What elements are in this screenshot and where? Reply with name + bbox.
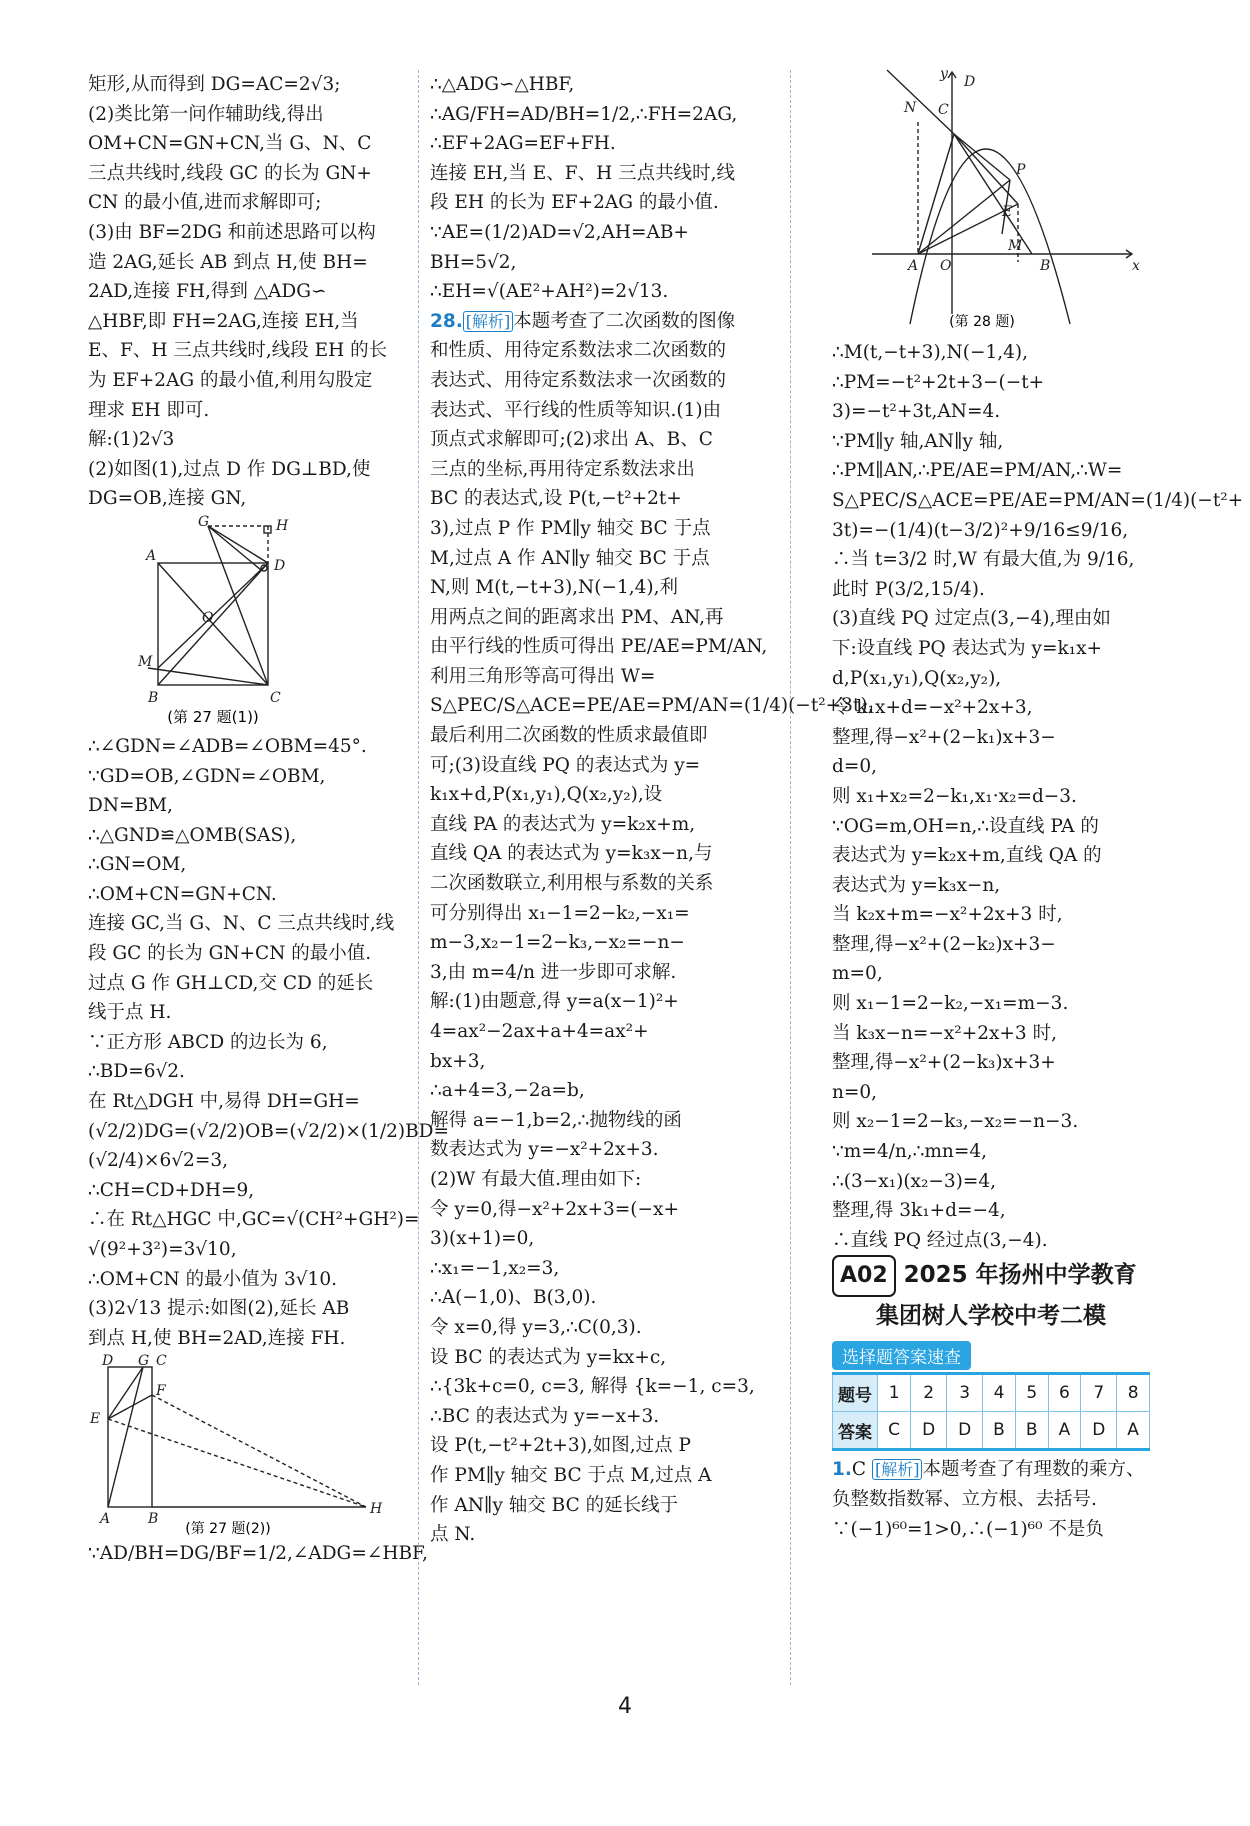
- fig27-2-caption: (第 27 题(2)): [185, 1521, 271, 1538]
- answer-table-row-numbers: [833, 1374, 1150, 1412]
- text-line: DG=OB,连接 GN,: [88, 488, 247, 510]
- text-line: k₁x+d,P(x₁,y₁),Q(x₂,y₂),设: [430, 784, 663, 806]
- text-line: ∵正方形 ABCD 的边长为 6,: [88, 1031, 328, 1053]
- column-divider-1: [418, 70, 419, 1685]
- text-line: 整理,得−x²+(2−k₃)x+3+: [832, 1052, 1056, 1074]
- text-line: 3,由 m=4/n 进一步即可求解.: [430, 961, 677, 983]
- text-line: ∴在 Rt△HGC 中,GC=√(CH²+GH²)=: [88, 1209, 420, 1231]
- text-line: 则 x₁−1=2−k₂,−x₁=m−3.: [832, 993, 1069, 1015]
- text-line: 令 y=0,得−x²+2x+3=(−x+: [430, 1198, 679, 1220]
- text-line: ∵PM∥y 轴,AN∥y 轴,: [832, 430, 1004, 452]
- text-line: (√2/4)×6√2=3,: [88, 1150, 228, 1172]
- section-code-badge: A02: [832, 1255, 896, 1297]
- question-number-cell: 8: [1117, 1374, 1150, 1412]
- text-line: 段 EH 的长为 EF+2AG 的最小值.: [430, 192, 719, 214]
- col1-block-b: [88, 732, 450, 1353]
- svg-text:C: C: [156, 1353, 167, 1370]
- col1-block-c: [88, 1539, 428, 1569]
- column-divider-2: [790, 70, 791, 1685]
- answer-table-header-number: 题号: [833, 1374, 878, 1412]
- text-line: 理求 EH 即可.: [88, 399, 210, 421]
- text-line: ∴直线 PQ 经过点(3,−4).: [832, 1229, 1048, 1251]
- svg-text:D: D: [274, 557, 286, 574]
- question-1-header: [832, 1455, 1152, 1485]
- svg-text:O: O: [202, 609, 214, 626]
- text-line: 4=ax²−2ax+a+4=ax²+: [430, 1021, 649, 1042]
- question-28-first-line: 本题考查了二次函数的图像: [513, 310, 736, 332]
- text-line: 当 k₂x+m=−x²+2x+3 时,: [832, 904, 1063, 926]
- text-line: ∵(−1)⁶⁰=1>0,∴(−1)⁶⁰ 不是负: [832, 1518, 1104, 1540]
- text-line: (2)W 有最大值.理由如下:: [430, 1168, 642, 1190]
- text-line: BH=5√2,: [430, 251, 517, 273]
- question-28-header: [430, 307, 780, 337]
- text-line: 用两点之间的距离求出 PM、AN,再: [430, 606, 724, 628]
- text-line: ∴BC 的表达式为 y=−x+3.: [430, 1405, 660, 1427]
- text-line: √(9²+3²)=3√10,: [88, 1239, 237, 1260]
- col3-block-a: [832, 338, 1244, 1255]
- text-line: ∴△ADG∽△HBF,: [430, 74, 575, 95]
- answer-cell: A: [1048, 1412, 1081, 1450]
- text-line: d,P(x₁,y₁),Q(x₂,y₂),: [832, 667, 1002, 689]
- text-line: 当 k₃x−n=−x²+2x+3 时,: [832, 1022, 1057, 1044]
- figure-28: [832, 64, 1152, 334]
- question-number-cell: 2: [911, 1374, 947, 1412]
- section-title-2: 集团树人学校中考二模: [876, 1303, 1106, 1330]
- text-line: 3t)=−(1/4)(t−3/2)²+9/16≤9/16,: [832, 519, 1129, 541]
- text-line: ∴CH=CD+DH=9,: [88, 1179, 255, 1201]
- text-line: 直线 PA 的表达式为 y=k₂x+m,: [430, 813, 696, 835]
- text-line: 解:(1)由题意,得 y=a(x−1)²+: [430, 991, 679, 1013]
- text-line: (2)如图(1),过点 D 作 DG⊥BD,使: [88, 458, 371, 480]
- answer-cell: D: [1081, 1412, 1117, 1450]
- text-line: 表达式、平行线的性质等知识.(1)由: [430, 399, 722, 421]
- text-line: 最后利用二次函数的性质求最值即: [430, 725, 708, 747]
- svg-text:A: A: [100, 1511, 111, 1528]
- fig27-1-caption: (第 27 题(1)): [167, 707, 259, 726]
- text-line: 3)=−t²+3t,AN=4.: [832, 401, 1001, 423]
- answer-table-row-answers: [833, 1412, 1150, 1450]
- svg-text:G: G: [198, 513, 210, 530]
- col3-block-b: [832, 1485, 1152, 1544]
- text-line: 可;(3)设直线 PQ 的表达式为 y=: [430, 754, 701, 776]
- text-line: ∴当 t=3/2 时,W 有最大值,为 9/16,: [832, 549, 1135, 571]
- text-line: 下:设直线 PQ 表达式为 y=k₁x+: [832, 637, 1103, 659]
- text-line: 则 x₂−1=2−k₃,−x₂=−n−3.: [832, 1111, 1079, 1133]
- text-line: 设 BC 的表达式为 y=kx+c,: [430, 1346, 667, 1368]
- text-line: 设 P(t,−t²+2t+3),如图,过点 P: [430, 1435, 691, 1457]
- figure-27-2: [88, 1353, 408, 1538]
- text-line: ∴EF+2AG=EF+FH.: [430, 133, 616, 155]
- text-line: 解:(1)2√3: [88, 429, 175, 451]
- text-line: 矩形,从而得到 DG=AC=2√3;: [88, 74, 341, 95]
- column-right: [832, 66, 1244, 1544]
- text-line: ∵AD/BH=DG/BF=1/2,∠ADG=∠HBF,: [88, 1543, 428, 1565]
- answer-cell: B: [983, 1412, 1016, 1450]
- text-line: BC 的表达式,设 P(t,−t²+2t+: [430, 488, 682, 510]
- svg-text:M: M: [1008, 238, 1023, 254]
- svg-text:N: N: [904, 100, 917, 116]
- question-number-cell: 6: [1048, 1374, 1081, 1412]
- text-line: 则 x₁+x₂=2−k₁,x₁·x₂=d−3.: [832, 785, 1077, 807]
- text-line: 负整数指数幂、立方根、去括号.: [832, 1489, 1097, 1510]
- question-28-number: 28.: [430, 310, 463, 332]
- text-line: 线于点 H.: [88, 1002, 172, 1024]
- answer-table-header-answer: 答案: [833, 1412, 878, 1450]
- text-line: 表达式、用待定系数法求一次函数的: [430, 369, 727, 391]
- question-number-cell: 3: [947, 1374, 983, 1412]
- text-line: (2)类比第一问作辅助线,得出: [88, 103, 324, 125]
- text-line: DN=BM,: [88, 795, 173, 817]
- text-line: bx+3,: [430, 1050, 486, 1072]
- text-line: 造 2AG,延长 AB 到点 H,使 BH=: [88, 251, 368, 273]
- answer-cell: C: [878, 1412, 911, 1450]
- answer-cell: D: [911, 1412, 947, 1450]
- section-title-1: 2025 年扬州中学教育: [903, 1262, 1137, 1289]
- answer-table: [832, 1372, 1150, 1451]
- section-title-line-1: [832, 1255, 1152, 1297]
- text-line: N,则 M(t,−t+3),N(−1,4),利: [430, 577, 678, 599]
- text-line: ∴GN=OM,: [88, 854, 187, 876]
- question-number-cell: 1: [878, 1374, 911, 1412]
- text-line: ∴PM=−t²+2t+3−(−t+: [832, 371, 1045, 393]
- text-line: ∴PM∥AN,∴PE/AE=PM/AN,∴W=: [832, 460, 1123, 482]
- text-line: 整理,得−x²+(2−k₂)x+3−: [832, 933, 1056, 955]
- text-line: S△PEC/S△ACE=PE/AE=PM/AN=(1/4)(−t²+3t),: [430, 695, 874, 717]
- text-line: 此时 P(3/2,15/4).: [832, 578, 985, 600]
- svg-text:G: G: [138, 1353, 150, 1370]
- text-line: 和性质、用待定系数法求二次函数的: [430, 340, 727, 362]
- text-line: 三点的坐标,再用待定系数法求出: [430, 458, 695, 480]
- text-line: (3)由 BF=2DG 和前述思路可以构: [88, 221, 376, 243]
- text-line: M,过点 A 作 AN∥y 轴交 BC 于点: [430, 547, 710, 569]
- question-1-first-line: 本题考查了有理数的乘方、: [922, 1459, 1145, 1481]
- text-line: ∴a+4=3,−2a=b,: [430, 1080, 585, 1102]
- text-line: ∴{3k+c=0, c=3, 解得 {k=−1, c=3,: [430, 1376, 755, 1398]
- text-line: (√2/2)DG=(√2/2)OB=(√2/2)×(1/2)BD=: [88, 1120, 450, 1142]
- svg-text:x: x: [1132, 258, 1140, 274]
- text-line: ∴x₁=−1,x₂=3,: [430, 1257, 560, 1279]
- text-line: ∴A(−1,0)、B(3,0).: [430, 1287, 597, 1309]
- text-line: ∴∠GDN=∠ADB=∠OBM=45°.: [88, 735, 367, 757]
- text-line: 到点 H,使 BH=2AD,连接 FH.: [88, 1327, 346, 1349]
- text-line: 表达式为 y=k₃x−n,: [832, 874, 1001, 896]
- text-line: n=0,: [832, 1081, 878, 1103]
- svg-text:P: P: [1016, 162, 1026, 178]
- text-line: d=0,: [832, 756, 877, 778]
- text-line: 为 EF+2AG 的最小值,利用勾股定: [88, 369, 373, 391]
- text-line: ∴OM+CN 的最小值为 3√10.: [88, 1268, 337, 1290]
- text-line: 顶点式求解即可;(2)求出 A、B、C: [430, 429, 713, 451]
- svg-text:H: H: [276, 517, 289, 534]
- text-line: CN 的最小值,进而求解即可;: [88, 192, 322, 214]
- svg-text:M: M: [138, 653, 153, 670]
- text-line: ∴(3−x₁)(x₂−3)=4,: [832, 1170, 997, 1192]
- text-line: 连接 EH,当 E、F、H 三点共线时,线: [430, 162, 736, 184]
- analysis-tag: [解析]: [463, 311, 514, 332]
- svg-text:O: O: [940, 258, 952, 274]
- question-1-number: 1.: [832, 1459, 852, 1481]
- text-line: 3)(x+1)=0,: [430, 1228, 535, 1250]
- svg-text:B: B: [148, 1511, 159, 1528]
- svg-text:y: y: [940, 66, 948, 82]
- text-line: 由平行线的性质可得出 PE/AE=PM/AN,: [430, 636, 768, 658]
- col1-block-a: [88, 70, 410, 514]
- question-number-cell: 7: [1081, 1374, 1117, 1412]
- answer-cell: D: [947, 1412, 983, 1450]
- text-line: 数表达式为 y=−x²+2x+3.: [430, 1139, 659, 1161]
- text-line: 整理,得 3k₁+d=−4,: [832, 1200, 1006, 1222]
- svg-text:C: C: [938, 102, 949, 118]
- text-line: ∵OG=m,OH=n,∴设直线 PA 的: [832, 815, 1099, 837]
- text-line: m=0,: [832, 963, 883, 985]
- svg-text:D: D: [102, 1353, 114, 1370]
- svg-text:A: A: [146, 547, 157, 564]
- fig28-caption: (第 28 题): [949, 314, 1015, 330]
- text-line: (3)直线 PQ 过定点(3,−4),理由如: [832, 608, 1111, 630]
- svg-text:E: E: [1002, 204, 1013, 220]
- text-line: 解得 a=−1,b=2,∴抛物线的函: [430, 1109, 682, 1131]
- text-line: 作 AN∥y 轴交 BC 的延长线于: [430, 1494, 679, 1516]
- text-line: 整理,得−x²+(2−k₁)x+3−: [832, 726, 1056, 748]
- text-line: 3),过点 P 作 PM∥y 轴交 BC 于点: [430, 517, 711, 539]
- svg-text:B: B: [1040, 258, 1051, 274]
- answer-cell: B: [1015, 1412, 1048, 1450]
- text-line: (3)2√13 提示:如图(2),延长 AB: [88, 1298, 350, 1320]
- text-line: 令 x=0,得 y=3,∴C(0,3).: [430, 1316, 642, 1338]
- text-line: 可分别得出 x₁−1=2−k₂,−x₁=: [430, 902, 690, 924]
- text-line: ∴AG/FH=AD/BH=1/2,∴FH=2AG,: [430, 103, 738, 125]
- question-number-cell: 5: [1015, 1374, 1048, 1412]
- text-line: 点 N.: [430, 1524, 476, 1546]
- text-line: ∵m=4/n,∴mn=4,: [832, 1141, 987, 1163]
- svg-text:F: F: [156, 1383, 166, 1400]
- text-line: m−3,x₂−1=2−k₃,−x₂=−n−: [430, 932, 685, 954]
- col2-block-a: [430, 70, 780, 307]
- text-line: ∴OM+CN=GN+CN.: [88, 883, 277, 905]
- text-line: ∴△GND≌△OMB(SAS),: [88, 824, 297, 846]
- text-line: 连接 GC,当 G、N、C 三点共线时,线: [88, 913, 395, 935]
- text-line: ∴EH=√(AE²+AH²)=2√13.: [430, 281, 669, 303]
- question-number-cell: 4: [983, 1374, 1016, 1412]
- text-line: 段 GC 的长为 GN+CN 的最小值.: [88, 943, 372, 965]
- text-line: 作 PM∥y 轴交 BC 于点 M,过点 A: [430, 1464, 712, 1486]
- svg-text:D: D: [964, 74, 976, 90]
- text-line: ∴BD=6√2.: [88, 1061, 185, 1083]
- text-line: OM+CN=GN+CN,当 G、N、C: [88, 133, 372, 155]
- text-line: ∵GD=OB,∠GDN=∠OBM,: [88, 765, 326, 787]
- text-line: 利用三角形等高可得出 W=: [430, 665, 656, 687]
- text-line: 过点 G 作 GH⊥CD,交 CD 的延长: [88, 972, 374, 994]
- svg-text:E: E: [90, 1411, 101, 1428]
- text-line: ∴M(t,−t+3),N(−1,4),: [832, 342, 1028, 363]
- page-number: 4: [618, 1694, 632, 1719]
- answers-quick-check-badge: 选择题答案速查: [832, 1341, 971, 1370]
- svg-text:A: A: [908, 258, 919, 274]
- q1-analysis-tag: [解析]: [872, 1459, 923, 1480]
- svg-text:B: B: [148, 689, 159, 706]
- text-line: ∵AE=(1/2)AD=√2,AH=AB+: [430, 221, 689, 243]
- text-line: △HBF,即 FH=2AG,连接 EH,当: [88, 310, 359, 332]
- text-line: 直线 QA 的表达式为 y=k₃x−n,与: [430, 843, 713, 865]
- text-line: 2AD,连接 FH,得到 △ADG∽: [88, 281, 327, 303]
- text-line: 在 Rt△DGH 中,易得 DH=GH=: [88, 1091, 360, 1113]
- text-line: 三点共线时,线段 GC 的长为 GN+: [88, 162, 372, 184]
- text-line: 表达式为 y=k₂x+m,直线 QA 的: [832, 845, 1102, 867]
- text-line: E、F、H 三点共线时,线段 EH 的长: [88, 340, 388, 362]
- text-line: 令 k₁x+d=−x²+2x+3,: [832, 697, 1033, 719]
- answer-cell: A: [1117, 1412, 1150, 1450]
- svg-text:H: H: [370, 1501, 383, 1518]
- svg-text:C: C: [270, 689, 281, 706]
- figure-27-1: [88, 513, 408, 728]
- text-line: 二次函数联立,利用根与系数的关系: [430, 873, 714, 895]
- question-1-answer: C: [851, 1459, 872, 1481]
- text-line: S△PEC/S△ACE=PE/AE=PM/AN=(1/4)(−t²+: [832, 489, 1244, 511]
